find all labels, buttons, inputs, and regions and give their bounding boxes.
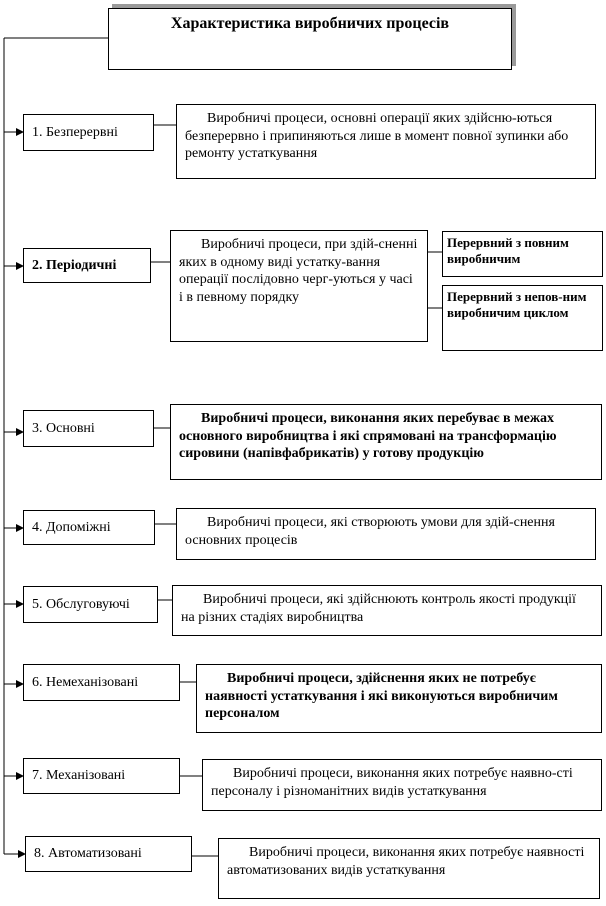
- description-mechanized-text: Виробничі процеси, виконання яких потребує наявно-сті персоналу і різноманітних видів устаткування: [211, 766, 573, 799]
- category-automated: 8. Автоматизовані: [25, 836, 192, 872]
- description-non-mechanized-text: Виробничі процеси, здійснення яких не потребує наявності устаткування і які виконуються виробничим персоналом: [205, 671, 558, 721]
- description-continuous: [176, 104, 596, 179]
- description-servicing-text: Виробничі процеси, які здійснюють контроль якості продукції на різних стадіях виробництва: [181, 592, 576, 625]
- description-periodic: [170, 230, 428, 342]
- category-continuous: 1. Безперервні: [23, 114, 154, 151]
- category-non-mechanized: 6. Немеханізовані: [23, 664, 180, 701]
- category-servicing: 5. Обслуговуючі: [23, 586, 158, 623]
- category-mechanized: 7. Механізовані: [23, 758, 180, 794]
- description-automated: [218, 838, 600, 899]
- description-non-mechanized: [196, 664, 602, 733]
- description-servicing: [172, 585, 602, 636]
- category-periodic: 2. Періодичні: [23, 248, 151, 283]
- periodic-subtype-partial-cycle: Перервний з непов-ним виробничим циклом: [442, 285, 603, 351]
- description-main-text: Виробничі процеси, виконання яких перебуває в межах основного виробництва і які спрямовані на трансформацію сировини (напівфабрикатів) у готову продукцію: [179, 411, 557, 461]
- description-mechanized: [202, 759, 602, 811]
- category-main: 3. Основні: [23, 410, 154, 447]
- description-main: [170, 404, 602, 480]
- periodic-subtype-full-cycle: Перервний з повним виробничим: [442, 231, 603, 277]
- diagram-title: Характеристика виробничих процесів: [108, 8, 512, 70]
- description-continuous-text: Виробничі процеси, основні операції яких здійсню-ються безперервно і припиняються лише в момент повної зупинки або ремонту устаткування: [185, 111, 569, 161]
- description-auxiliary: [176, 508, 596, 560]
- description-auxiliary-text: Виробничі процеси, які створюють умови для здій-снення основних процесів: [185, 515, 555, 548]
- description-periodic-text: Виробничі процеси, при здій-сненні яких в одному виді устатку-вання операції послідовно черг-уються у часі і в певному порядку: [179, 237, 418, 305]
- description-automated-text: Виробничі процеси, виконання яких потребує наявності автоматизованих видів устаткування: [227, 845, 585, 878]
- category-auxiliary: 4. Допоміжні: [23, 510, 155, 545]
